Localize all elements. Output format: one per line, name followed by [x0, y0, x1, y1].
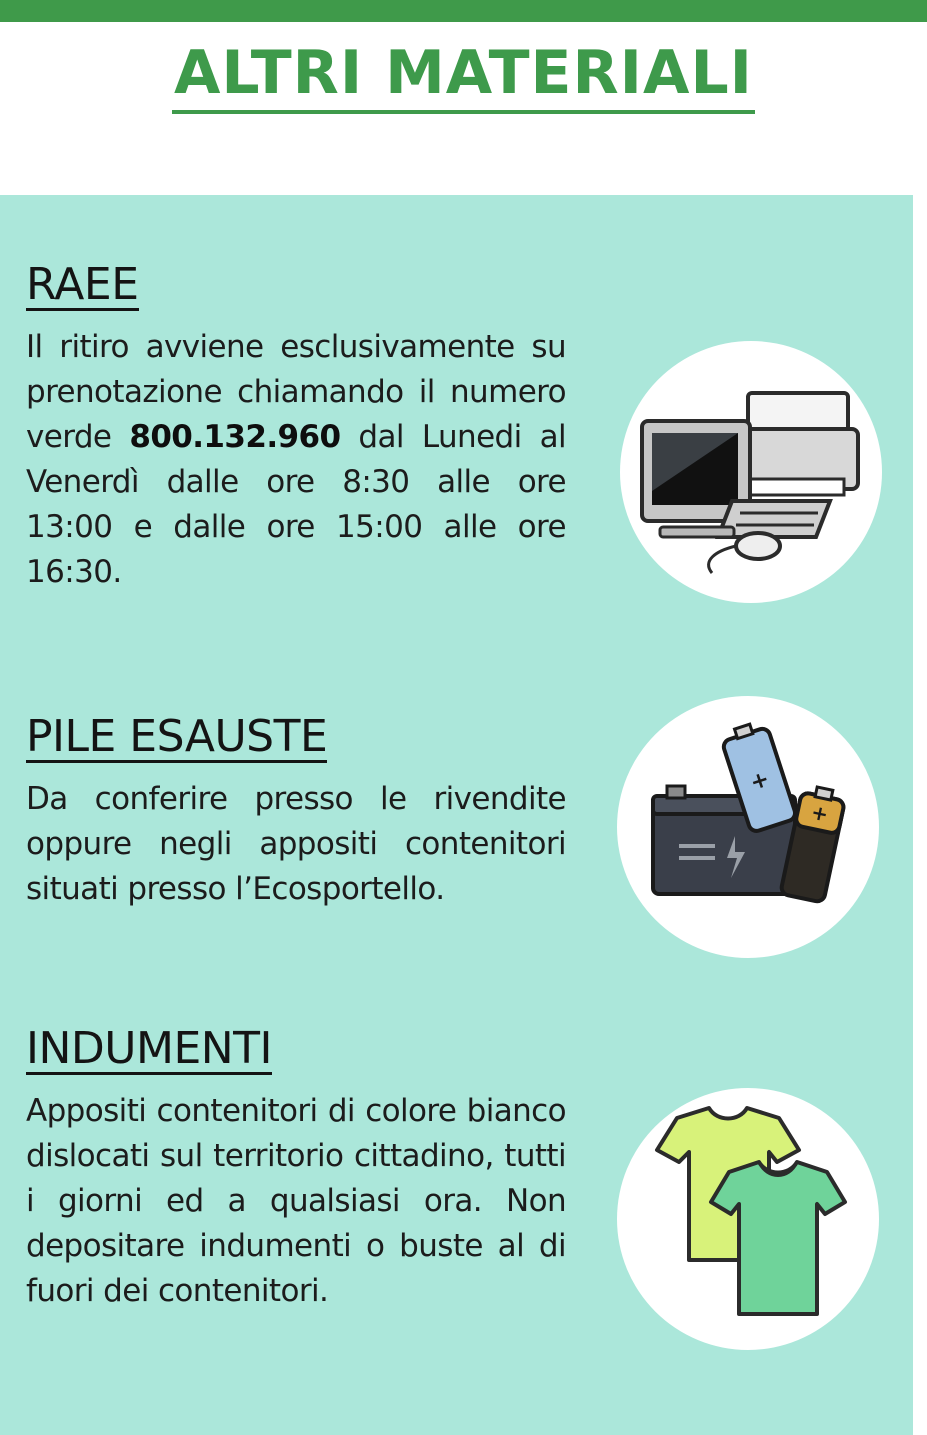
section-text-indumenti: Appositi contenitori di colore bianco dislocati sul territorio cittadino, tutti i giorni ed a qualsiasi ora. Non depositare indumenti o buste al di fuori dei contenitori. [26, 1093, 566, 1310]
top-green-bar [0, 0, 927, 22]
page-title [0, 38, 927, 108]
page-title-text: ALTRI MATERIALI [172, 38, 755, 114]
raee-text-before: Il ritiro avviene esclusivamente su prenotazione chiamando il numero verde [26, 329, 566, 456]
section-pile-esauste [26, 711, 566, 912]
section-title-pile: PILE ESAUSTE [26, 711, 328, 762]
svg-text:+: + [747, 766, 773, 797]
phone-number: 800.132.960 [129, 419, 341, 456]
section-raee [26, 259, 567, 595]
section-indumenti [26, 1023, 566, 1314]
battery-icon [617, 696, 879, 958]
section-text-pile: Da conferire presso le rivendite oppure negli appositi contenitori situati presso l’Ecosportello. [26, 781, 566, 908]
computer-printer-icon [620, 341, 882, 603]
section-title-raee: RAEE [26, 259, 139, 310]
raee-text-after: dal Lunedi al Venerdì dalle ore 8:30 alle ore 13:00 e dalle ore 15:00 alle ore 16:30. [26, 419, 567, 591]
tshirt-icon [617, 1088, 879, 1350]
svg-text:+: + [809, 799, 831, 827]
section-title-indumenti: INDUMENTI [26, 1023, 273, 1074]
section-text-raee [26, 325, 566, 595]
